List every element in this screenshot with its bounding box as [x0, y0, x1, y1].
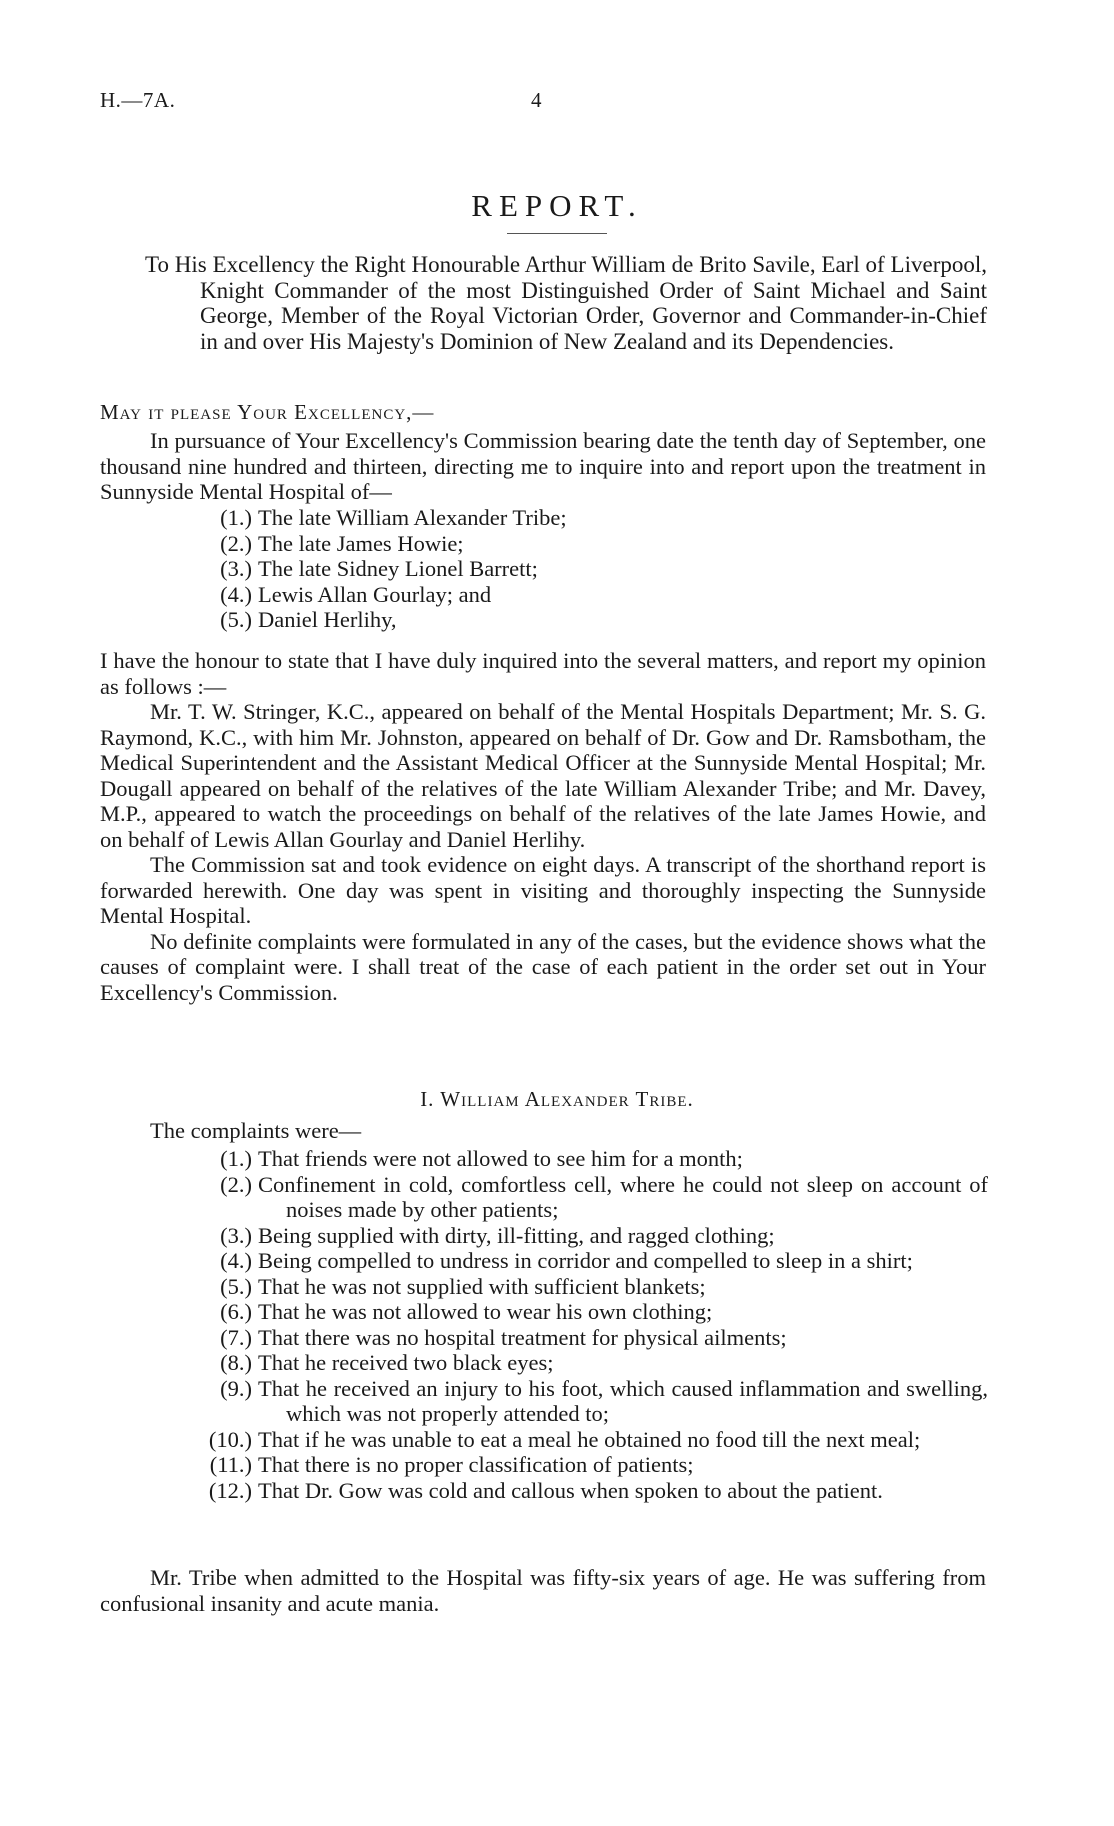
- list-item: [190, 1299, 988, 1325]
- commission-paragraph: The Commission sat and took evidence on eight days. A transcript of the shorthand report is forwarded herewith. One day was spent in visiting and thoroughly inspecting the Sunnyside Mental Hospital.: [100, 852, 986, 928]
- complaint-text: That if he was unable to eat a meal he obtained no food till the next meal;: [258, 1426, 921, 1452]
- complaint-list: [190, 1146, 988, 1503]
- complaint-text: That friends were not allowed to see him for a month;: [258, 1146, 743, 1171]
- list-item: [190, 1427, 988, 1453]
- item-number: (1.): [220, 505, 252, 530]
- salutation: May it please Your Excellency,—: [100, 400, 435, 424]
- complaints-intro-block: [100, 1118, 986, 1144]
- complaint-text: That there is no proper classification of patients;: [258, 1452, 694, 1477]
- item-number: (10.): [208, 1426, 252, 1452]
- address-block: [145, 252, 987, 354]
- complaint-text: That Dr. Gow was cold and callous when spoken to about the patient.: [258, 1477, 883, 1503]
- list-item: [190, 1478, 988, 1504]
- patient-name: The late James Howie;: [258, 530, 464, 556]
- list-item: [190, 1172, 988, 1223]
- item-number: (7.): [220, 1324, 252, 1350]
- list-item: [200, 505, 567, 531]
- item-number: (3.): [220, 1222, 252, 1248]
- patient-name: Daniel Herlihy,: [258, 607, 397, 632]
- list-item: [200, 582, 567, 608]
- intro-block: [100, 428, 986, 505]
- complaint-text: That he was not supplied with sufficient blankets;: [258, 1273, 706, 1299]
- intro-paragraph: In pursuance of Your Excellency's Commission bearing date the tenth day of September, one thousand nine hundred and thirteen, directing me to inquire into and report upon the treatment in Sunnyside Mental Hospital of—: [100, 428, 986, 504]
- complaint-text: Confinement in cold, comfortless cell, where he could not sleep on account of noises made by other patients;: [258, 1171, 988, 1222]
- main-text: [100, 648, 986, 1005]
- item-number: (9.): [220, 1375, 252, 1401]
- complaint-text: That there was no hospital treatment for physical ailments;: [258, 1324, 787, 1350]
- item-number: (4.): [220, 1248, 252, 1273]
- report-title: REPORT.: [471, 188, 643, 223]
- item-number: (2.): [220, 530, 252, 556]
- list-item: [190, 1376, 988, 1427]
- patient-name: The late William Alexander Tribe;: [258, 505, 567, 530]
- honour-paragraph: I have the honour to state that I have duly inquired into the several matters, and report my opinion as follows :—: [100, 648, 986, 699]
- item-number: (5.): [220, 1273, 252, 1299]
- list-item: [190, 1274, 988, 1300]
- complaints-intro: The complaints were—: [150, 1118, 362, 1143]
- complaint-text: Being supplied with dirty, ill-fitting, and ragged clothing;: [258, 1222, 775, 1248]
- list-item: [190, 1146, 988, 1172]
- item-number: (11.): [209, 1452, 252, 1477]
- list-item: [190, 1223, 988, 1249]
- appearances-paragraph: Mr. T. W. Stringer, K.C., appeared on behalf of the Mental Hospitals Department; Mr. S. G. Raymond, K.C., with him Mr. Johnston, appeared on behalf of Dr. Gow and Dr. Ramsbotham, the Medical Superintendent and the Assistant Medical Officer at the Sunnyside Mental Hospital; Mr. Dougall appeared on behalf of the relatives of the late William Alexander Tribe; and Mr. Davey, M.P., appeared to watch the proceedings on behalf of the relatives of the late James Howie, and on behalf of Lewis Allan Gourlay and Daniel Herlihy.: [100, 699, 986, 852]
- closing-block: [100, 1565, 986, 1616]
- list-item: [200, 531, 567, 557]
- list-item: [190, 1350, 988, 1376]
- list-item: [200, 607, 567, 633]
- item-number: (12.): [208, 1477, 252, 1503]
- item-number: (4.): [220, 581, 252, 607]
- item-number: (6.): [220, 1299, 252, 1324]
- complaint-text: That he received two black eyes;: [258, 1350, 554, 1375]
- complaint-text: That he received an injury to his foot, which caused inflammation and swelling, which was not properly attended to;: [258, 1375, 988, 1426]
- patient-name: The late Sidney Lionel Barrett;: [258, 556, 538, 581]
- section-heading: I. William Alexander Tribe.: [420, 1087, 694, 1111]
- list-item: [190, 1248, 988, 1274]
- item-number: (3.): [220, 556, 252, 581]
- list-item: [190, 1452, 988, 1478]
- item-number: (1.): [220, 1146, 252, 1171]
- list-item: [200, 556, 567, 582]
- list-item: [190, 1325, 988, 1351]
- complaint-text: That he was not allowed to wear his own clothing;: [258, 1299, 713, 1324]
- complaint-text: Being compelled to undress in corridor and compelled to sleep in a shirt;: [258, 1248, 913, 1273]
- item-number: (2.): [220, 1171, 252, 1197]
- address-text: To His Excellency the Right Honourable Arthur William de Brito Savile, Earl of Liverpool, Knight Commander of the most Distinguished Order of Saint Michael and Saint George, Member of the Royal Victorian Order, Governor and Commander-in-Chief in and over His Majesty's Dominion of New Zealand and its Dependencies.: [145, 252, 987, 354]
- closing-paragraph: Mr. Tribe when admitted to the Hospital was fifty-six years of age. He was suffering from confusional insanity and acute mania.: [100, 1565, 986, 1616]
- page-number: 4: [531, 88, 542, 112]
- item-number: (8.): [220, 1350, 252, 1375]
- patient-list: [200, 505, 567, 633]
- patient-name: Lewis Allan Gourlay; and: [258, 581, 492, 607]
- complaints-paragraph: No definite complaints were formulated in any of the cases, but the evidence shows what the causes of complaint were. I shall treat of the case of each patient in the order set out in Your Excellency's Commission.: [100, 928, 986, 1005]
- document-reference: H.—7A.: [100, 88, 176, 112]
- item-number: (5.): [220, 607, 252, 632]
- title-divider: [507, 233, 607, 234]
